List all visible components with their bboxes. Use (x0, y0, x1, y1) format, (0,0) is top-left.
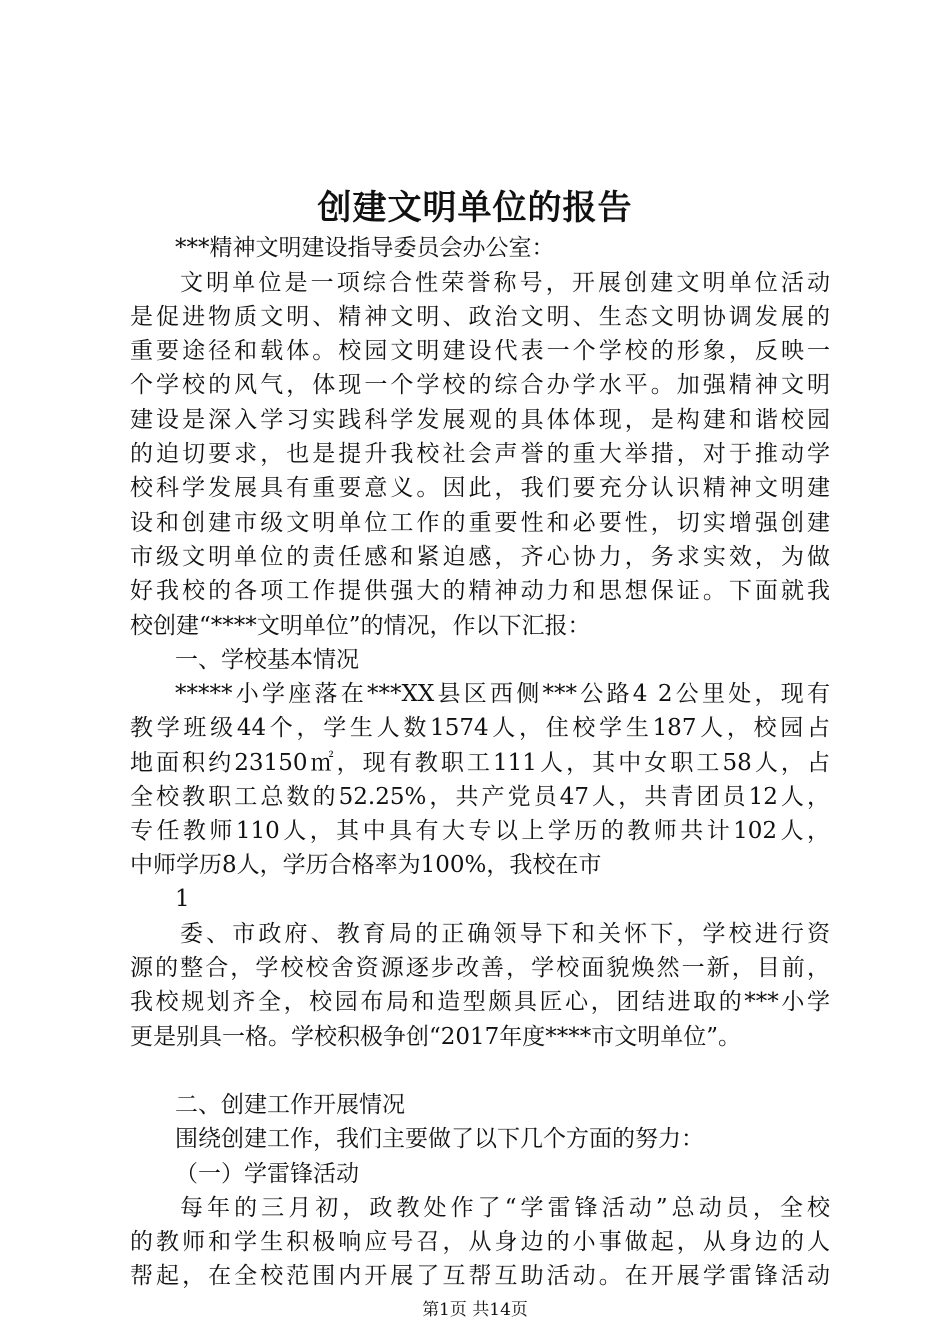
salutation: ***精神文明建设指导委员会办公室： (175, 235, 555, 261)
paragraph-line: 我校规划齐全，校园布局和造型颇具匠心，团结进取的***小学 (130, 989, 830, 1015)
inline-page-number: 1 (175, 886, 190, 912)
paragraph-line: 教学班级44个，学生人数1574人，住校学生187人，校园占 (130, 715, 830, 741)
paragraph-line: 市级文明单位的责任感和紧迫感，齐心协力，务求实效，为做 (130, 544, 830, 570)
paragraph-line: 地面积约23150㎡，现有教职工111人，其中女职工58人，占 (130, 750, 830, 776)
paragraph-line: *****小学座落在***XX县区西侧***公路4 2公里处，现有 (175, 681, 830, 707)
paragraph-line: 围绕创建工作，我们主要做了以下几个方面的努力： (175, 1126, 704, 1152)
paragraph-line: 全校教职工总数的52.25%，共产党员47人，共青团员12人， (130, 784, 830, 810)
paragraph-line: 建设是深入学习实践科学发展观的具体体现，是构建和谐校园 (130, 407, 830, 433)
paragraph-line: 每年的三月初，政教处作了“学雷锋活动”总动员，全校 (180, 1195, 830, 1221)
paragraph-line: 源的整合，学校校舍资源逐步改善，学校面貌焕然一新，目前， (130, 955, 830, 981)
paragraph-line: 的教师和学生积极响应号召，从身边的小事做起，从身边的人 (130, 1229, 830, 1255)
paragraph-line: 重要途径和载体。校园文明建设代表一个学校的形象，反映一 (130, 338, 830, 364)
paragraph-line: 专任教师110人，其中具有大专以上学历的教师共计102人， (130, 818, 830, 844)
paragraph-line: 更是别具一格。学校积极争创“2017年度****市文明单位”。 (130, 1024, 742, 1050)
section-heading: 二、创建工作开展情况 (175, 1092, 405, 1118)
paragraph-line: 文明单位是一项综合性荣誉称号，开展创建文明单位活动 (180, 270, 830, 296)
paragraph-line: 中师学历8人，学历合格率为100%，我校在市 (130, 852, 602, 878)
paragraph-line: 是促进物质文明、精神文明、政治文明、生态文明协调发展的 (130, 304, 830, 330)
subsection-heading: （一）学雷锋活动 (175, 1161, 359, 1187)
page-footer: 第1页 共14页 (422, 1300, 528, 1320)
paragraph-line: 委、市政府、教育局的正确领导下和关怀下，学校进行资 (180, 921, 830, 947)
document-title: 创建文明单位的报告 (317, 188, 633, 228)
paragraph-line: 设和创建市级文明单位工作的重要性和必要性，切实增强创建 (130, 510, 830, 536)
paragraph-line: 校科学发展具有重要意义。因此，我们要充分认识精神文明建 (130, 475, 830, 501)
paragraph-line: 个学校的风气，体现一个学校的综合办学水平。加强精神文明 (130, 372, 830, 398)
paragraph-line: 的迫切要求，也是提升我校社会声誉的重大举措，对于推动学 (130, 441, 830, 467)
paragraph-line: 好我校的各项工作提供强大的精神动力和思想保证。下面就我 (130, 578, 830, 604)
section-heading: 一、学校基本情况 (175, 647, 359, 673)
paragraph-line: 帮起，在全校范围内开展了互帮互助活动。在开展学雷锋活动 (130, 1263, 830, 1289)
paragraph-line: 校创建“****文明单位”的情况，作以下汇报： (130, 613, 591, 639)
